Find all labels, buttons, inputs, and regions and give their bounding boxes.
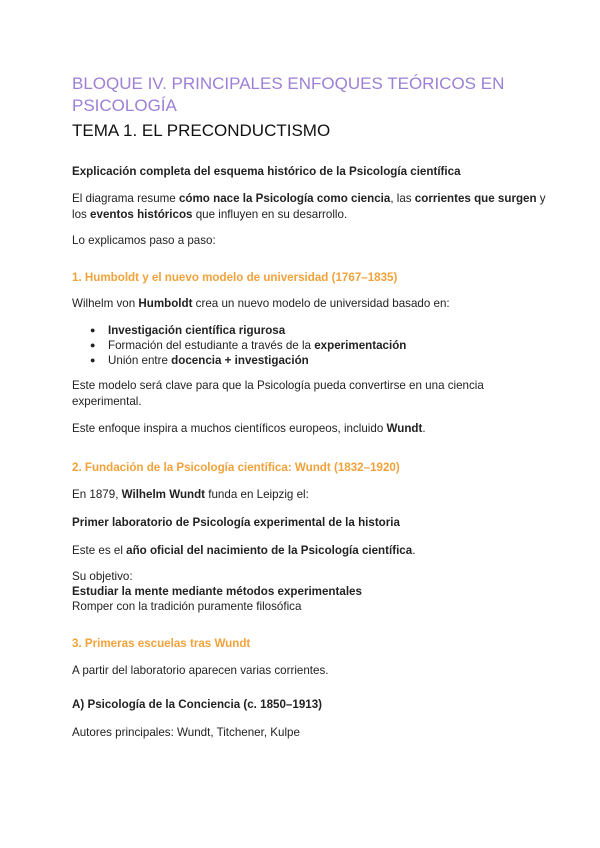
tema-title: TEMA 1. EL PRECONDUCTISMO (72, 121, 331, 140)
section2-heading: 2. Fundación de la Psicología científica: Wundt (1832–1920) (72, 461, 400, 474)
section1-paragraph-2-line2: experimental. (72, 395, 142, 408)
section2-text: En 1879, (72, 488, 122, 501)
intro-bold-text: cómo nace la Psicología como ciencia (178, 192, 391, 205)
section1-text: Este enfoque inspira a muchos científicos europeos, incluido (72, 422, 387, 435)
section2-text: Este es el (72, 544, 127, 557)
section2-paragraph-1 (72, 487, 309, 503)
intro-text: y (536, 192, 546, 205)
intro-bold-text: corrientes que surgen (414, 192, 537, 205)
section1-heading: 1. Humboldt y el nuevo modelo de universidad (1767–1835) (72, 271, 398, 284)
section2-text: funda en Leipzig el: (205, 488, 309, 501)
intro-paragraph-line2 (72, 207, 347, 223)
objetivo-bold: Estudiar la mente mediante métodos experimentales (72, 585, 362, 598)
bloque-title-line1: BLOQUE IV. PRINCIPALES ENFOQUES TEÓRICOS EN (72, 74, 505, 93)
intro-heading: Explicación completa del esquema histórico de la Psicología científica (72, 165, 461, 178)
section1-text: crea un nuevo modelo de universidad basado en: (192, 297, 450, 310)
section2-bold-text: año oficial del nacimiento de la Psicología científica (126, 544, 413, 557)
section1-paragraph-3 (72, 421, 426, 437)
section1-text: . (422, 422, 426, 435)
bullet-bold-text: Investigación científica rigurosa (108, 324, 286, 337)
section1-text: Wilhelm von (72, 297, 139, 310)
bloque-title-line2: PSICOLOGÍA (72, 96, 177, 115)
intro-paragraph-2: Lo explicamos paso a paso: (72, 234, 216, 247)
section2-text: . (412, 544, 416, 557)
bullet-bold-text: docencia + investigación (171, 354, 309, 367)
section1-bold-text: Humboldt (138, 297, 193, 310)
section3-heading: 3. Primeras escuelas tras Wundt (72, 637, 251, 650)
bullet-bold-text: experimentación (314, 339, 407, 352)
list-item (90, 338, 406, 353)
section1-paragraph-2-line1: Este modelo será clave para que la Psicología pueda convertirse en una ciencia (72, 379, 484, 392)
section3-autores: Autores principales: Wundt, Titchener, Kulpe (72, 726, 300, 739)
intro-text: los (72, 208, 91, 221)
section1-paragraph-1 (72, 296, 450, 312)
intro-text: , las (390, 192, 415, 205)
intro-text: que influyen en su desarrollo. (192, 208, 348, 221)
section3-subheading-a: A) Psicología de la Conciencia (c. 1850–1913) (72, 698, 323, 711)
intro-paragraph-line1 (72, 191, 546, 207)
bullet-text: Formación del estudiante a través de la (108, 339, 315, 352)
section1-bold-text: Wundt (386, 422, 423, 435)
section3-paragraph-1: A partir del laboratorio aparecen varias corrientes. (72, 664, 329, 677)
section2-paragraph-2: Primer laboratorio de Psicología experimental de la historia (72, 516, 400, 529)
list-item (90, 353, 406, 368)
section2-bold-text: Wilhelm Wundt (121, 488, 206, 501)
objetivo-line3: Romper con la tradición puramente filosófica (72, 600, 302, 613)
objetivo-label: Su objetivo: (72, 570, 133, 583)
intro-text: El diagrama resume (72, 192, 179, 205)
bullet-text: Unión entre (108, 354, 172, 367)
list-item (90, 323, 406, 338)
intro-bold-text: eventos históricos (90, 208, 193, 221)
section2-paragraph-3 (72, 543, 415, 559)
section1-bullet-list (90, 323, 406, 368)
